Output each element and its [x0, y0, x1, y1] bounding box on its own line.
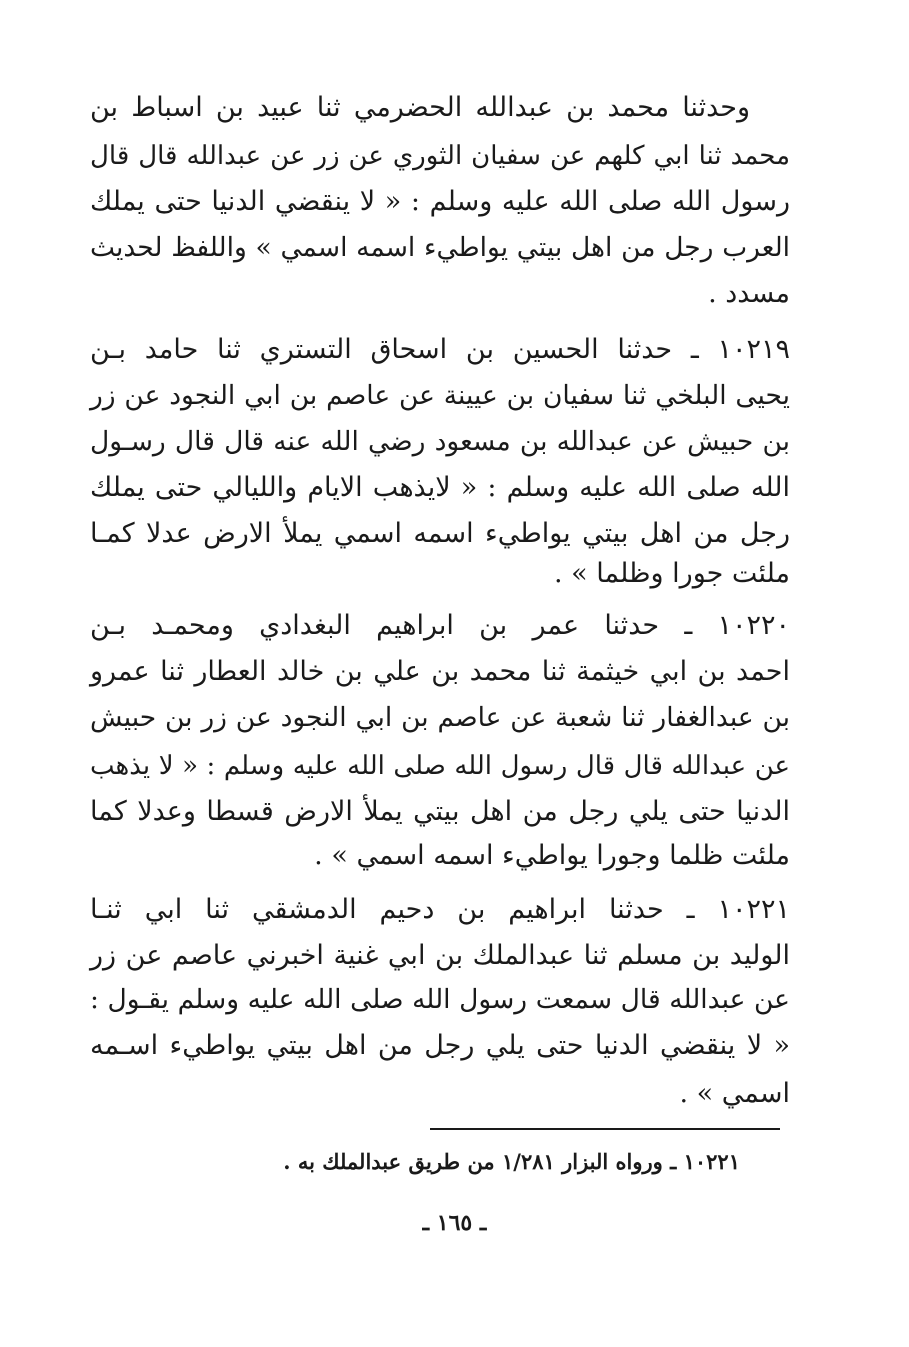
- page-number: ـ ١٦٥ ـ: [422, 1210, 487, 1236]
- text-line: احمد بن ابي خيثمة ثنا محمد بن علي بن خالد العطار ثنا عمرو: [90, 656, 790, 687]
- text-line: مسدد .: [708, 278, 790, 309]
- text-line: رسول الله صلى الله عليه وسلم : « لا ينقضي الدنيا حتى يملك: [90, 186, 790, 217]
- hadith-heading-line: ١٠٢٢٠ ـ حدثنا عمر بن ابراهيم البغدادي ومحمـد بـن: [90, 610, 790, 641]
- footnote: ١٠٢٢١ ـ ورواه البزار ١/٢٨١ من طريق عبدالملك به .: [283, 1149, 740, 1174]
- text-line: بن عبدالغفار ثنا شعبة عن عاصم بن ابي النجود عن زر بن حبيش: [90, 702, 790, 733]
- text-line: الله صلى الله عليه وسلم : « لايذهب الايام والليالي حتى يملك: [90, 472, 790, 503]
- text-line: ملئت جورا وظلما » .: [554, 558, 790, 589]
- text-line: العرب رجل من اهل بيتي يواطيء اسمه اسمي » واللفظ لحديث: [90, 232, 790, 263]
- hadith-heading-line: ١٠٢٢١ ـ حدثنا ابراهيم بن دحيم الدمشقي ثنا ابي ثنـا: [90, 894, 790, 925]
- text-line: رجل من اهل بيتي يواطيء اسمه اسمي يملأ الارض عدلا كمـا: [90, 518, 790, 549]
- text-line: يحيى البلخي ثنا سفيان بن عيينة عن عاصم بن ابي النجود عن زر: [90, 380, 790, 411]
- hadith-heading-line: ١٠٢١٩ ـ حدثنا الحسين بن اسحاق التستري ثنا حامد بـن: [90, 334, 790, 365]
- footnote-rule: [430, 1128, 780, 1130]
- text-line: عن عبدالله قال سمعت رسول الله صلى الله عليه وسلم يقـول :: [90, 984, 790, 1015]
- text-line: وحدثنا محمد بن عبدالله الحضرمي ثنا عبيد بن اسباط بن: [90, 92, 750, 123]
- text-line: ملئت ظلما وجورا يواطيء اسمه اسمي » .: [314, 840, 790, 871]
- text-line: محمد ثنا ابي كلهم عن سفيان الثوري عن زر عن عبدالله قال قال: [90, 141, 790, 171]
- text-line: بن حبيش عن عبدالله بن مسعود رضي الله عنه قال قال رسـول: [90, 426, 790, 457]
- text-line: الدنيا حتى يلي رجل من اهل بيتي يملأ الارض قسطا وعدلا كما: [90, 796, 790, 827]
- text-line: عن عبدالله قال قال رسول الله صلى الله عليه وسلم : « لا يذهب: [90, 751, 790, 781]
- text-line: اسمي » .: [679, 1078, 790, 1109]
- text-line: « لا ينقضي الدنيا حتى يلي رجل من اهل بيتي يواطيء اسـمه: [90, 1030, 790, 1061]
- text-line: الوليد بن مسلم ثنا عبدالملك بن ابي غنية اخبرني عاصم عن زر: [90, 940, 790, 971]
